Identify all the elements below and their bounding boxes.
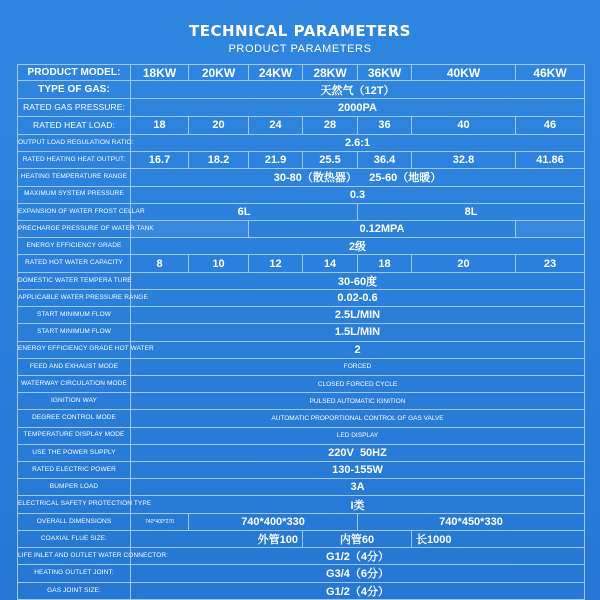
table-row: [18, 358, 585, 375]
table-row: [18, 513, 585, 530]
row-label: DOMESTIC WATER TEMPERA TURE: [18, 272, 131, 289]
table-cell: FORCED: [131, 358, 585, 375]
table-cell: 23: [516, 255, 585, 272]
table-cell: 32.8: [412, 152, 516, 169]
table-cell: 28: [303, 116, 358, 134]
table-cell: 16.7: [131, 152, 189, 169]
table-cell: 18.2: [189, 152, 249, 169]
table-cell: 内管60: [303, 530, 412, 547]
table-cell: CLOSED FORCED CYCLE: [131, 375, 585, 392]
row-label: OUTPUT LOAD REGULATION RATIO:: [18, 134, 131, 151]
table-cell: 740*450*330: [358, 513, 585, 530]
table-cell: 1.5L/MIN: [131, 324, 585, 341]
table-row: [18, 65, 585, 81]
table-cell: 8: [131, 255, 189, 272]
table-cell: PULSED AUTOMATIC IGNITION: [131, 393, 585, 410]
table-cell: 0.3: [131, 186, 585, 203]
table-cell: 36KW: [358, 65, 412, 81]
row-label: DEGREE CONTROL MODE: [18, 410, 131, 427]
page-title: TECHNICAL PARAMETERS: [189, 22, 411, 40]
row-label: ENERGY EFFICIENCY GRADE: [18, 238, 131, 255]
row-label: MAXIMUM SYSTEM PRESSURE: [18, 186, 131, 203]
row-label: RATED HEATING HEAT OUTPUT:: [18, 152, 131, 169]
row-label: IGNITION WAY: [18, 393, 131, 410]
table-row: [18, 169, 585, 186]
table-cell: 0.02-0.6: [131, 289, 585, 306]
table-row: [18, 99, 585, 116]
table-cell: 220V 50HZ: [131, 444, 585, 461]
table-cell: 12: [249, 255, 303, 272]
row-label: WATERWAY CIRCULATION MODE: [18, 375, 131, 392]
table-cell: 24KW: [249, 65, 303, 81]
table-row: [18, 410, 585, 427]
row-label: PRODUCT MODEL:: [18, 65, 131, 81]
table-cell: 0.12MPA: [249, 220, 516, 237]
table-row: [18, 427, 585, 444]
table-cell: 18KW: [131, 65, 189, 81]
table-row: [18, 548, 585, 565]
table-cell: 20: [412, 255, 516, 272]
table-cell: 14: [303, 255, 358, 272]
row-label: OVERALL DIMENSIONS: [18, 513, 131, 530]
table-row: [18, 375, 585, 392]
table-cell: 40: [412, 116, 516, 134]
table-cell: 740*400*270: [131, 513, 189, 530]
parameters-table: [17, 64, 585, 600]
table-row: [18, 220, 585, 237]
table-cell: 46KW: [516, 65, 585, 81]
row-label: EXPANSION OF WATER FROST CELLAR: [18, 203, 131, 220]
table-cell: 36: [358, 116, 412, 134]
table-cell: 30-60度: [131, 272, 585, 289]
table-cell: 2.6:1: [131, 134, 585, 151]
table-cell: 外管100: [131, 530, 303, 547]
table-row: [18, 530, 585, 547]
table-row: [18, 186, 585, 203]
table-row: [18, 81, 585, 99]
table-row: [18, 134, 585, 151]
table-row: [18, 324, 585, 341]
row-label: ENERGY EFFICIENCY GRADE HOT WATER: [18, 341, 131, 358]
table-cell: G3/4（6分）: [131, 565, 585, 582]
table-cell: 2级: [131, 238, 585, 255]
table-cell: 2: [131, 341, 585, 358]
table-cell: 天然气（12T）: [131, 81, 585, 99]
table-cell: 10: [189, 255, 249, 272]
row-label: TEMPERATURE DISPLAY MODE: [18, 427, 131, 444]
row-label: START MINIMUM FLOW: [18, 324, 131, 341]
table-row: [18, 152, 585, 169]
table-row: [18, 341, 585, 358]
table-cell: 25.5: [303, 152, 358, 169]
row-label: RATED HEAT LOAD:: [18, 116, 131, 134]
page-header: [0, 0, 600, 64]
page-subtitle: PRODUCT PARAMETERS: [228, 43, 372, 55]
table-cell: 46: [516, 116, 585, 134]
table-row: [18, 393, 585, 410]
table-row: [18, 496, 585, 513]
table-row: [18, 565, 585, 582]
row-label: LIFE INLET AND OUTLET WATER CONNECTOR:: [18, 548, 131, 565]
table-cell: 6L: [131, 203, 358, 220]
row-label: APPLICABLE WATER PRESSURE RANGE: [18, 289, 131, 306]
row-label: FEED AND EXHAUST MODE: [18, 358, 131, 375]
table-row: [18, 582, 585, 599]
table-cell: 41.86: [516, 152, 585, 169]
table-cell: G1/2（4分）: [131, 582, 585, 599]
table-cell: I类: [131, 496, 585, 513]
row-label: GAS JOINT SIZE:: [18, 582, 131, 599]
table-cell: 36.4: [358, 152, 412, 169]
table-cell: 30-80（散热器） 25-60（地暖）: [131, 169, 585, 186]
table-cell: 2000PA: [131, 99, 585, 116]
row-label: START MINIMUM FLOW: [18, 307, 131, 324]
table-cell: AUTOMATIC PROPORTIONAL CONTROL OF GAS VALVE: [131, 410, 585, 427]
table-row: [18, 255, 585, 272]
row-label: RATED GAS PRESSURE:: [18, 99, 131, 116]
table-cell: 130-155W: [131, 462, 585, 479]
table-cell: 21.9: [249, 152, 303, 169]
table-cell: 740*400*330: [189, 513, 358, 530]
row-label: RATED ELECTRIC POWER: [18, 462, 131, 479]
table-cell: 18: [131, 116, 189, 134]
table-row: [18, 444, 585, 461]
table-cell: 20: [189, 116, 249, 134]
table-cell: 2.5L/MIN: [131, 307, 585, 324]
table-row: [18, 307, 585, 324]
row-label: TYPE OF GAS:: [18, 81, 131, 99]
table-cell: 28KW: [303, 65, 358, 81]
table-cell: 20KW: [189, 65, 249, 81]
row-label: HEATING TEMPERATURE RANGE: [18, 169, 131, 186]
table-cell: 24: [249, 116, 303, 134]
table-row: [18, 289, 585, 306]
table-row: [18, 238, 585, 255]
table-row: [18, 462, 585, 479]
row-label: COAXIAL FLUE SIZE:: [18, 530, 131, 547]
row-label: USE THE POWER SUPPLY: [18, 444, 131, 461]
table-row: [18, 203, 585, 220]
row-label: PRECHARGE PRESSURE OF WATER TANK: [18, 220, 131, 237]
table-cell: G1/2（4分）: [131, 548, 585, 565]
table-cell: 8L: [358, 203, 585, 220]
row-label: RATED HOT WATER CAPACITY: [18, 255, 131, 272]
row-label: HEATING OUTLET JOINT:: [18, 565, 131, 582]
table-cell: 长1000: [412, 530, 585, 547]
table-cell: 18: [358, 255, 412, 272]
row-label: BUMPER LOAD: [18, 479, 131, 496]
table-cell-empty: [516, 220, 585, 237]
table-cell: 40KW: [412, 65, 516, 81]
table-cell: LED DISPLAY: [131, 427, 585, 444]
row-label: ELECTRICAL SAFETY PROTECTION TYPE: [18, 496, 131, 513]
table-row: [18, 272, 585, 289]
table-cell: 3A: [131, 479, 585, 496]
table-row: [18, 116, 585, 134]
table-row: [18, 479, 585, 496]
